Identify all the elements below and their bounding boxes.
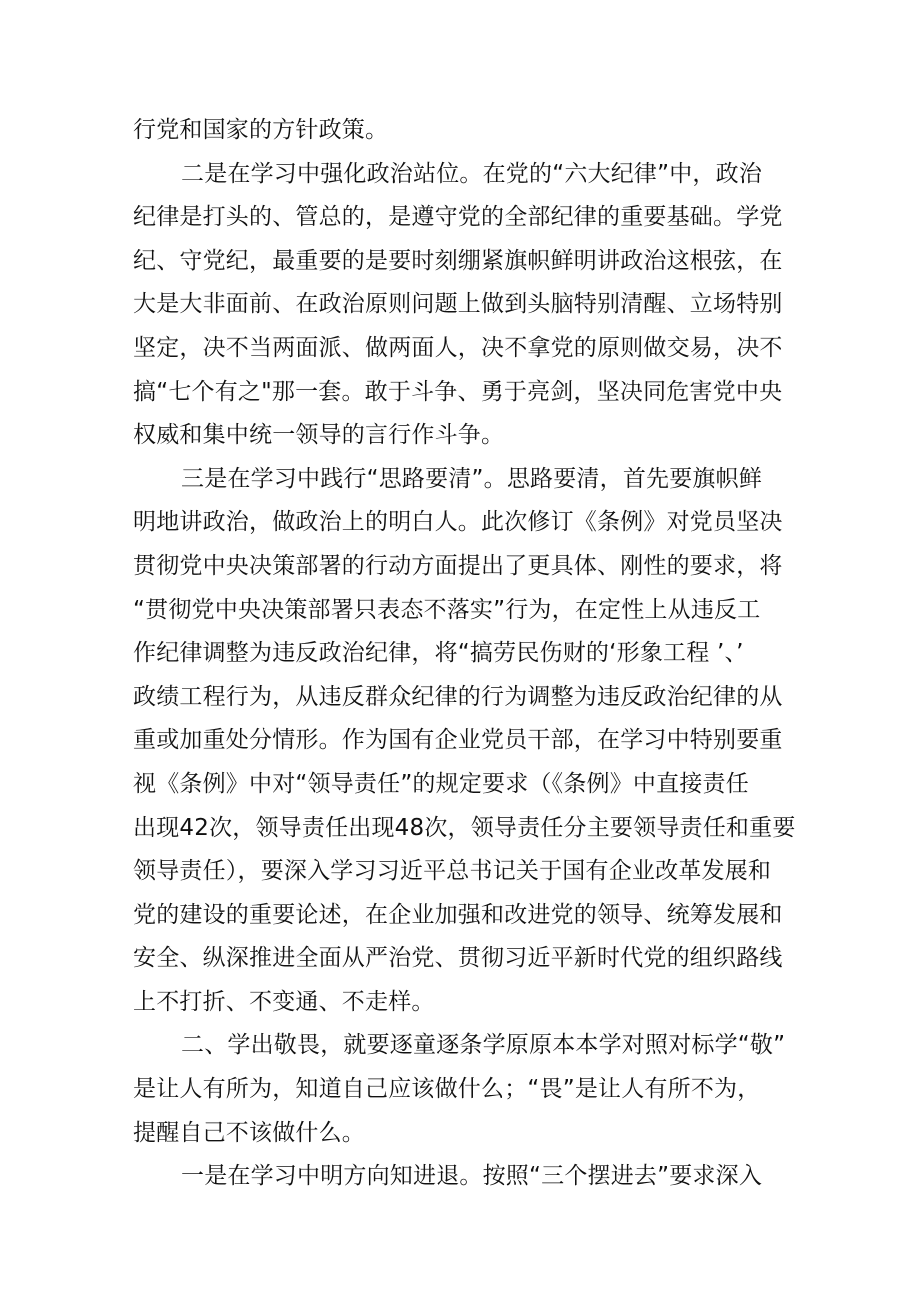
text-line: 是让人有所为，知道自己应该做什么；“畏”是让人有所不为， [133, 1076, 761, 1103]
paragraph-first-line: 一是在学习中明方向知进退。按照“三个摆进去”要求深入 [181, 1163, 763, 1190]
text-line: 大是大非面前、在政治原则问题上做到头脑特别清醒、立场特别 [133, 291, 783, 318]
text-line: 上不打折、不变通、不走样。 [133, 988, 435, 1015]
text-line: 出现42次，领导责任出现48次，领导责任分主要领导责任和重要 [133, 814, 796, 841]
text-line: 作纪律调整为违反政治纪律，将“搞劳民伤财的‘形象工程 ’、’ [133, 640, 744, 667]
text-line: 安全、纵深推进全面从严治党、贯彻习近平新时代党的组织路线 [133, 945, 783, 972]
text-line: 搞“七个有之"那一套。敢于斗争、勇于亮剑，坚决同危害党中央 [133, 378, 783, 405]
paragraph-first-line: 三是在学习中践行“思路要清”。思路要清，首先要旗帜鲜 [181, 465, 763, 492]
text-line: 重或加重处分情形。作为国有企业党员干部，在学习中特别要重 [133, 727, 783, 754]
text-line: 政绩工程行为，从违反群众纪律的行为调整为违反政治纪律的从 [133, 683, 783, 710]
text-line: 坚定，决不当两面派、做两面人，决不拿党的原则做交易，决不 [133, 334, 783, 361]
text-line: 纪、守党纪，最重要的是要时刻绷紧旗帜鲜明讲政治这根弦，在 [133, 247, 783, 274]
paragraph-first-line: 二、学出敬畏，就要逐童逐条学原原本本学对照对标学“敬” [181, 1032, 786, 1059]
text-line: 领导责任），要深入学习习近平总书记关于国有企业改革发展和 [133, 858, 772, 885]
document-body [133, 109, 796, 1199]
text-line: 权威和集中统一领导的言行作斗争。 [133, 422, 505, 449]
text-line: 提醒自己不该做什么。 [133, 1119, 365, 1146]
text-line: 党的建设的重要论述，在企业加强和改进党的领导、统筹发展和 [133, 901, 783, 928]
text-line: 行党和国家的方针政策。 [133, 117, 389, 143]
text-line: 纪律是打头的、管总的，是遵守党的全部纪律的重要基础。学党 [133, 204, 783, 231]
text-line: 贯彻党中央决策部署的行动方面提出了更具体、刚性的要求，将 [133, 552, 783, 579]
text-line: 视《条例》中对“领导责任”的规定要求（《条例》中直接责任 [133, 770, 749, 797]
text-line: 明地讲政治，做政治上的明白人。此次修订《条例》对党员坚决 [133, 509, 783, 536]
paragraph-first-line: 二是在学习中强化政治站位。在党的“六大纪律”中，政治 [181, 160, 763, 187]
text-line: “贯彻党中央决策部署只表态不落实”行为，在定性上从违反工 [133, 596, 761, 623]
